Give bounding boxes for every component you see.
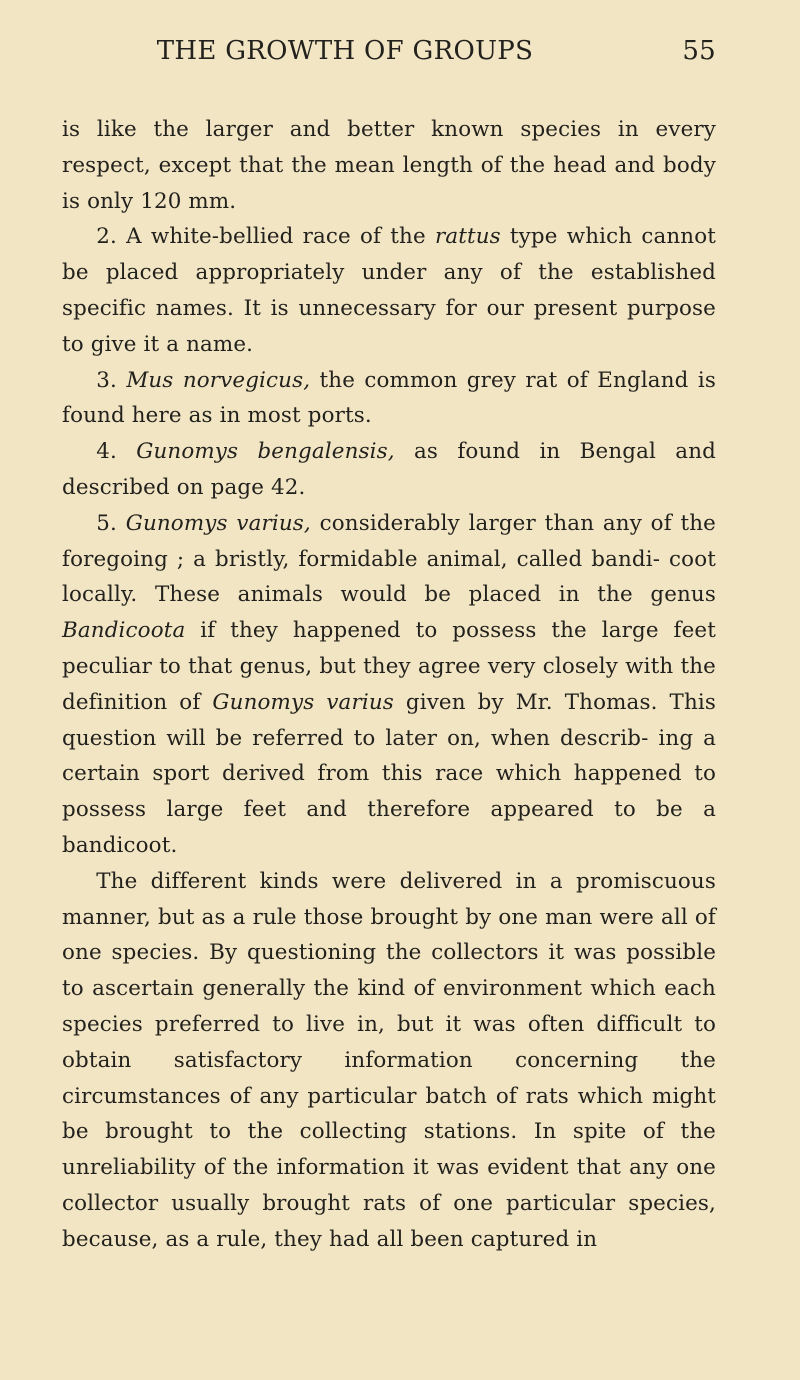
list-item-3 xyxy=(62,363,716,435)
item-text: type which cannot be placed appropriately under any of the established specific names. It is unnecessary for our present purpose to give it a name. xyxy=(62,224,716,357)
paragraph-collectors xyxy=(62,864,716,1258)
paragraph-text: is like the larger and better known species in every respect, except that the mean length of the head and body is only 120 mm. xyxy=(62,117,716,214)
item-text: 2. A white-bellied race of the xyxy=(96,224,435,250)
taxon-name: rattus xyxy=(434,224,501,250)
paragraph-continuation xyxy=(62,112,716,219)
taxon-name: Mus norvegicus, xyxy=(126,367,311,393)
running-title: THE GROWTH OF GROUPS xyxy=(156,36,534,66)
item-number: 4. xyxy=(96,439,137,465)
list-item-2 xyxy=(62,219,716,362)
taxon-name: Gunomys varius, xyxy=(125,510,311,536)
page-number: 55 xyxy=(682,36,716,66)
taxon-name: Gunomys bengalensis, xyxy=(136,439,395,465)
taxon-name: Bandicoota xyxy=(62,618,186,644)
item-text: the common grey rat of England is found here as in most ports. xyxy=(62,367,716,429)
page-header xyxy=(62,36,716,72)
taxon-name: Gunomys varius xyxy=(212,689,394,715)
item-text: if they happened to possess the large feet peculiar to that genus, but they agree very closely with the definition of xyxy=(62,618,716,715)
item-text: considerably larger than any of the foregoing ; a bristly, formidable animal, called bandi- coot locally. These animals would be placed in the genus xyxy=(62,510,716,608)
item-number: 5. xyxy=(96,510,126,536)
paragraph-text: The different kinds were delivered in a promiscuous manner, but as a rule those brought by one man were all of one species. By questioning the collectors it was possible to ascertain generally the kind of environment which each species preferred to live in, but it was often difficult to obtain satisfactory information concerning the circumstances of any particular batch of rats which might be brought to the collecting stations. In spite of the unreliability of the information it was evident that any one collector usually brought rats of one particular species, because, as a rule, they had all been captured in xyxy=(62,868,716,1252)
body-text xyxy=(62,112,716,1258)
list-item-5 xyxy=(62,506,716,864)
item-number: 3. xyxy=(96,367,127,393)
item-text: given by Mr. Thomas. This question will be referred to later on, when describ- ing a certain sport derived from this race which happened to possess large feet and therefore appeared to be a bandicoot. xyxy=(62,689,716,858)
list-item-4 xyxy=(62,434,716,506)
item-text: as found in Bengal and described on page 42. xyxy=(62,439,716,500)
